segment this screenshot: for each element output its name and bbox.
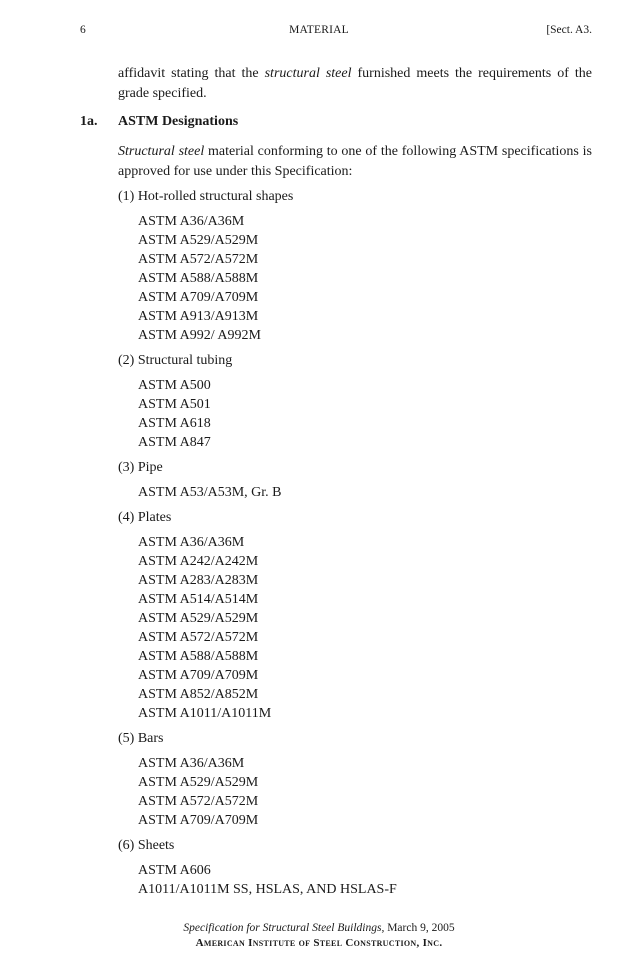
spec-item: ASTM A572/A572M	[138, 794, 259, 809]
spec-item: ASTM A501	[138, 397, 211, 412]
spec-group	[0, 508, 638, 723]
page-number: 6	[80, 24, 86, 36]
spec-item: ASTM A572/A572M	[138, 252, 259, 267]
spec-item: ASTM A709/A709M	[138, 668, 259, 683]
spec-group-title: (4) Plates	[118, 510, 172, 525]
spec-item: ASTM A529/A529M	[138, 233, 259, 248]
spec-item: ASTM A53/A53M, Gr. B	[138, 485, 282, 500]
specification-groups	[0, 187, 638, 899]
spec-item: ASTM A852/A852M	[138, 687, 259, 702]
intro-text-post: material conforming to one of the following ASTM specifications is approved for use under this Specification:	[118, 144, 592, 179]
spec-group-title: (1) Hot-rolled structural shapes	[118, 189, 294, 204]
spec-item-list	[138, 376, 638, 452]
spec-item: ASTM A1011/A1011M	[138, 706, 272, 721]
spec-item: ASTM A847	[138, 435, 211, 450]
section-title: ASTM Designations	[118, 114, 239, 129]
spec-group	[0, 729, 638, 830]
spec-item: ASTM A572/A572M	[138, 630, 259, 645]
footer-citation	[0, 921, 638, 936]
section-reference: [Sect. A3.	[546, 24, 592, 36]
spec-group-title: (6) Sheets	[118, 838, 175, 853]
spec-group	[0, 187, 638, 345]
spec-item: ASTM A618	[138, 416, 211, 431]
continuation-text-italic: structural steel	[264, 66, 352, 81]
footer-publisher: American Institute of Steel Construction, Inc.	[195, 937, 443, 949]
continuation-text-post: furnished meets the requirements of the grade specified.	[118, 66, 592, 101]
spec-group-title: (2) Structural tubing	[118, 353, 233, 368]
intro-text-italic: Structural steel	[118, 144, 205, 159]
spec-item: ASTM A606	[138, 863, 211, 878]
spec-item: ASTM A588/A588M	[138, 271, 259, 286]
spec-item: ASTM A588/A588M	[138, 649, 259, 664]
spec-item: ASTM A242/A242M	[138, 554, 259, 569]
spec-group-title: (3) Pipe	[118, 460, 163, 475]
footer-spec-title: Specification for Structural Steel Buildings,	[183, 922, 385, 934]
spec-item-list	[138, 533, 638, 723]
spec-item: ASTM A709/A709M	[138, 290, 259, 305]
running-title: MATERIAL	[289, 24, 349, 36]
spec-group	[0, 351, 638, 452]
continuation-text-pre: affidavit stating that the	[118, 66, 265, 81]
spec-item: ASTM A36/A36M	[138, 756, 245, 771]
page-body	[0, 64, 638, 899]
spec-item-list	[138, 754, 638, 830]
spec-item: A1011/A1011M SS, HSLAS, AND HSLAS-F	[138, 882, 397, 897]
spec-item: ASTM A529/A529M	[138, 775, 259, 790]
spec-item: ASTM A36/A36M	[138, 535, 245, 550]
spec-item: ASTM A709/A709M	[138, 813, 259, 828]
spec-group-title: (5) Bars	[118, 731, 164, 746]
spec-item: ASTM A36/A36M	[138, 214, 245, 229]
continuation-paragraph	[118, 64, 592, 104]
spec-item: ASTM A913/A913M	[138, 309, 259, 324]
spec-item: ASTM A283/A283M	[138, 573, 259, 588]
spec-group	[0, 836, 638, 899]
spec-item: ASTM A500	[138, 378, 211, 393]
spec-item-list	[138, 212, 638, 345]
footer-date: March 9, 2005	[384, 922, 455, 934]
section-heading	[0, 112, 638, 132]
spec-item: ASTM A529/A529M	[138, 611, 259, 626]
section-number: 1a.	[80, 114, 98, 129]
page-footer	[0, 921, 638, 950]
spec-item: ASTM A992/ A992M	[138, 328, 261, 343]
page-header	[0, 24, 638, 40]
intro-paragraph	[118, 142, 592, 182]
spec-item-list	[138, 483, 638, 502]
spec-group	[0, 458, 638, 502]
spec-item-list	[138, 861, 638, 899]
spec-item: ASTM A514/A514M	[138, 592, 259, 607]
